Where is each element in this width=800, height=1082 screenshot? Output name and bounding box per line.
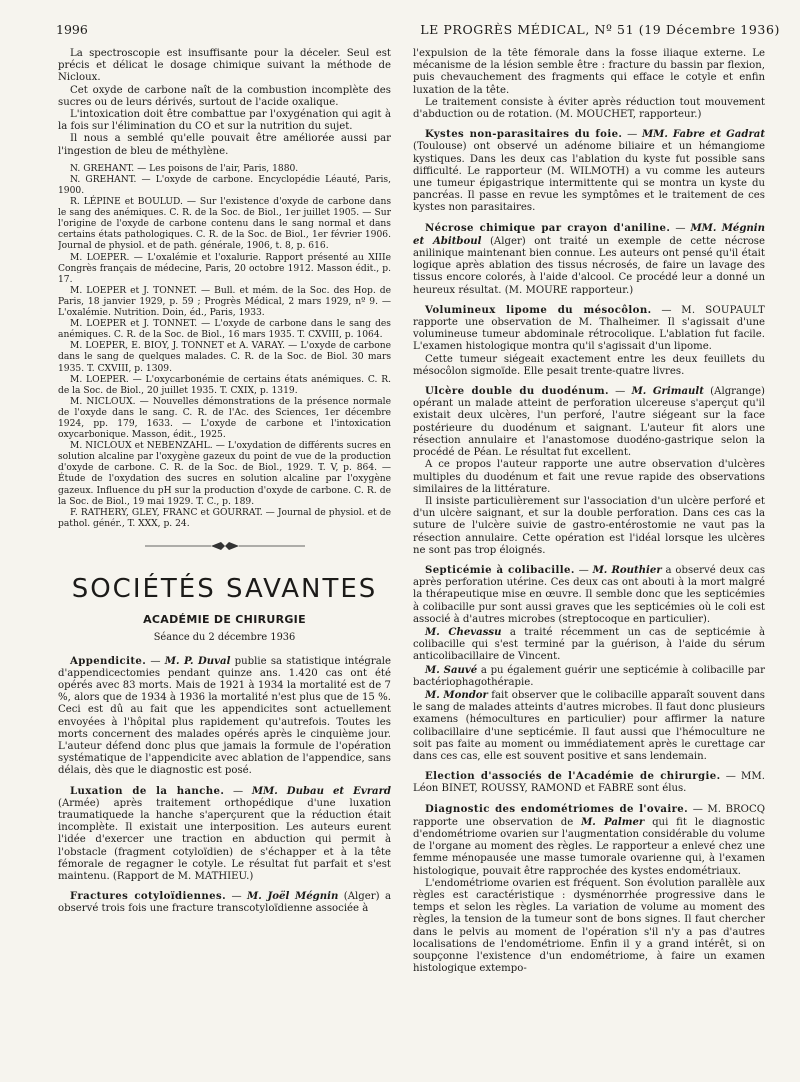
journal-title: LE PROGRÈS MÉDICAL, Nº 51 (19 Décembre 1936) [420, 22, 780, 37]
session-date: Séance du 2 décembre 1936 [153, 632, 296, 644]
article-paragraph: a pu également guérir une septicémie à colibacille par bactériophagothérapie. [413, 664, 765, 688]
article-body: (Toulouse) ont observé un adénome biliaire et un hémangiome kystiques. Dans les deux cas l'ablation du kyste fut possible sans difficulté. Le rapporteur (M. WILMOTH) a vu comme les auteurs une tumeur épigastrique intermittente qui se montra un kyste du pancréas. Il passe en revue les symptômes et le traitement de ces kystes non parasitaires. [413, 141, 765, 214]
article-body: — MM. Léon BINET, ROUSSY, RAMOND et FABRE sont élus. [413, 771, 765, 795]
continued-paragraph: l'expulsion de la tête fémorale dans la fosse iliaque externe. Le mécanisme de la lésion semble être : fracture du bassin par flexion, puis chevauchement des fragments qui efface le cotyle et enfin luxation de la tête. [413, 48, 765, 96]
article-lipome: Volumineux lipome du mésocôlon. — M. SOUPAULT rapporte une observation de M. Thalheimer. Il s'agissait d'une volumineuse tumeur abdominale rétrocolique. L'ablation fut facile. L'examen histologique montra qu'il s'agissait d'un lipome. Cette tumeur siégeait exactement entre les deux feuillets du mésocôlon sigmoïde. Elle pesait trente-quatre livres. [413, 303, 765, 377]
article-author: M. Mondor [425, 688, 488, 701]
article-endometriomes [413, 803, 765, 976]
article-body: a observé deux cas après perforation utérine. Ces deux cas ont abouti à la mort malgré la thérapeutique mise en œuvre. Il semble donc que les septicémies à colibacille pur sont aussi graves que les septicémies où le coli est associé à d'autres microbes (streptocoque en particulier). [413, 564, 765, 625]
article-author: M. SOUPAULT [681, 304, 765, 316]
ornament-icon [145, 540, 305, 552]
article-author: MM. Fabre et Gadrat [641, 128, 765, 141]
article-luxation: Luxation de la hanche. — MM. Dubau et Evrard (Armée) après traitement orthopédique d'une luxation traumatiquede la hanche s'aperçurent que la réduction était incomplète. Il existait une interposition. Les auteurs eurent l'idée d'exercer une traction en abduction qui permit à l'obstacle (fragment cotyloïdien) de s'échapper et à la tête fémorale de regagner le cotyle. Le résultat fut parfait et s'est maintenu. (Rapport de M. MATHIEU.) [58, 784, 391, 882]
article-paragraph: Cette tumeur siégeait exactement entre les deux feuillets du mésocôlon sigmoïde. Elle pesait trente-quatre livres. [413, 353, 765, 377]
left-column [58, 48, 391, 1078]
reference-item: F. RATHERY, GLEY, FRANC et GOURRAT. — Journal de physiol. et de pathol. génér., T. XXX, p. 24. [58, 507, 391, 529]
intro-paragraph: L'intoxication doit être combattue par l'oxygénation qui agit à la fois sur l'élimination du CO et sur la nutrition du sujet. [58, 109, 391, 133]
section-title: SOCIÉTÉS SAVANTES [71, 574, 378, 605]
article-election [413, 770, 765, 795]
reference-item: M. LOEPER, E. BIOY, J. TONNET et A. VARAY. — L'oxyde de carbone dans le sang de quelques malades. C. R. de la Soc. de Biol. 30 mars 1935. T. CXVIII, p. 1309. [58, 341, 391, 374]
intro-paragraph: La spectroscopie est insuffisante pour la déceler. Seul est précis et délicat le dosage chimique suivant la méthode de Nicloux. [58, 48, 391, 84]
article-body: rapporte une observation de M. Thalheimer. Il s'agissait d'une volumineuse tumeur abdominale rétrocolique. L'ablation fut facile. L'examen histologique montra qu'il s'agissait d'un lipome. [413, 317, 765, 353]
continued-paragraph: Le traitement consiste à éviter après réduction tout mouvement d'abduction ou de rotation. (M. MOUCHET, rapporteur.) [413, 96, 765, 121]
article-body: (Alger) a observé trois fois une fracture transcotyloïdienne associée à [58, 891, 391, 915]
article-appendicite: Appendicite. — M. P. Duval publie sa statistique intégrale d'appendicectomies pendant quinze ans. 1.420 cas ont été opérés avec 83 morts. Mais de 1921 à 1934 la mortalité est de 7 %, alors que de 1934 à 1936 la mortalité n'est plus que de 15 %. Ceci est dû au fait que les appendicites sont actuellement envoyées à l'hôpital plus rapidement qu'autrefois. Toutes les morts concernent des malades opérés après le cinquième jour. L'auteur défend donc plus que jamais la formule de l'opération systématique de l'appendicite avec ablation de l'appendice, sans délais, dès que le diagnostic est posé. [58, 654, 391, 777]
reference-item: N. GREHANT. — L'oxyde de carbone. Encyclopédie Léauté, Paris, 1900. [58, 174, 391, 197]
article-author: M. P. Duval [164, 654, 231, 667]
article-paragraph: Il insiste particulièrement sur l'association d'un ulcère perforé et d'un ulcère saignant, et sur la double perforation. Dans ces cas la suture de l'ulcère suivie de gastro-entérostomie ne vaut pas la résection annulaire. Cette opération est l'idéal lorsque les ulcères ne sont pas trop éloignés. [413, 495, 765, 556]
reference-item: M. NICLOUX et NEBENZAHL. — L'oxydation de différents sucres en solution alcaline par l'oxygène gazeux du point de vue de la production d'oxyde de carbone. C. R. de la Soc. de Biol., 1929. T. V, p. 864. — Étude de l'oxydation des sucres en solution alcaline par l'oxygène gazeux. Influence du pH sur la production d'oxyde de carbone. C. R. de la Soc. de Biol., 19 mai 1929. T. C., p. 189. [58, 441, 391, 507]
article-necrose: Nécrose chimique par crayon d'aniline. — MM. Mégnin et Abitboul (Alger) ont traité un exemple de cette nécrose anilinique maintenant bien connue. Les auteurs ont pensé qu'il était logique après ablation des tissus nécrosés, de faire un lavage des tissus encore colorés, à l'aide d'alcool. Ce procédé leur a donné un heureux résultat. (M. MOURE rapporteur.) [413, 221, 765, 296]
article-paragraph: fait observer que le colibacille apparaît souvent dans le sang de malades atteints d'autres microbes. Il faut donc plusieurs examens (hémocultures en particulier) pour affirmer la nature colibacillaire d'une septicémie. Il faut aussi que l'hémoculture ne soit pas faite au moment ou immédiatement après le curettage car dans ces cas, elle est souvent positive et sans lendemain. [413, 689, 765, 762]
reference-item: M. LOEPER et J. TONNET. — Bull. et mém. de la Soc. des Hop. de Paris, 18 janvier 1929, p. 59 ; Progrès Médical, 2 mars 1929, nº 9. — L'oxalémie. Nutrition. Doin, éd., Paris, 1933. [58, 285, 391, 319]
article-title: Kystes non-parasitaires du foie. [425, 128, 623, 141]
article-title: Septicémie à colibacille. [425, 563, 575, 576]
reference-item: M. LOEPER et J. TONNET. — L'oxyde de carbone dans le sang des anémiques. C. R. de la Soc. de Biol., 16 mars 1935. T. CXVIII, p. 1064. [58, 319, 391, 341]
reference-item: M. LOEPER. — L'oxalémie et l'oxalurie. Rapport présenté au XIIIe Congrès français de médecine, Paris, 20 octobre 1912. Masson édit., p. 17. [58, 252, 391, 285]
article-title: Ulcère double du duodénum. [425, 385, 609, 398]
right-column [413, 48, 765, 1078]
reference-item: N. GREHANT. — Les poisons de l'air, Paris, 1880. [70, 163, 299, 174]
article-author: M. Joël Mégnin [247, 890, 339, 903]
references-list [58, 164, 391, 530]
article-author: M. Grimault [631, 385, 704, 398]
article-title: Luxation de la hanche. [70, 784, 225, 797]
article-body: (Armée) après traitement orthopédique d'une luxation traumatiquede la hanche s'aperçurent que la réduction était incomplète. Il existait une interposition. Les auteurs eurent l'idée d'exercer une traction en abduction qui permit à l'obstacle (fragment cotyloïdien) de s'échapper et à la tête fémorale de regagner le cotyle. Le résultat fut parfait et s'est maintenu. (Rapport de M. MATHIEU.) [58, 797, 391, 882]
article-paragraph: a traité récemment un cas de septicémie à colibacille qui s'est terminé par la guérison, à l'aide du sérum anticolibacillaire de Vincent. [413, 626, 765, 663]
article-title: Election d'associés de l'Académie de chirurgie. [425, 770, 721, 783]
intro-paragraph: Il nous a semblé qu'elle pouvait être améliorée aussi par l'ingestion de bleu de méthylène. [58, 133, 391, 157]
article-author: M. Palmer [581, 815, 645, 828]
article-author: M. Chevassu [425, 625, 502, 638]
article-author: M. Routhier [592, 563, 662, 576]
article-body: publie sa statistique intégrale d'appendicectomies pendant quinze ans. 1.420 cas ont été opérés avec 83 morts. Mais de 1921 à 1934 la mortalité est de 7 %, alors que de 1934 à 1936 la mortalité n'est plus que de 15 %. Ceci est dû au fait que les appendicites sont actuellement envoyées à l'hôpital plus rapidement qu'autrefois. Toutes les morts concernent des malades opérés après le cinquième jour. L'auteur défend donc plus que jamais la formule de l'opération systématique de l'appendicite avec ablation de l'appendice, sans délais, dès que le diagnostic est posé. [58, 655, 391, 777]
reference-item: M. NICLOUX. — Nouvelles démonstrations de la présence normale de l'oxyde dans le sang. C. R. de l'Ac. des Sciences, 1er décembre 1924, pp. 179, 1633. — L'oxyde de carbone et l'intoxication oxycarbonique. Masson, édit., 1925. [58, 396, 391, 441]
article-septicemie: Septicémie à colibacille. — M. Routhier a observé deux cas après perforation utérine. Ces deux cas ont abouti à la mort malgré la thérapeutique mise en œuvre. Il semble donc que les septicémies à colibacille pur sont aussi graves que les septicémies où le coli est associé à d'autres microbes (streptocoque en particulier). M. Chevassu a traité récemment un cas de septicémie à colibacille qui s'est terminé par la guérison, à l'aide du sérum anticolibacillaire de Vincent. M. Sauvé a pu également guérir une septicémie à colibacille par bactériophagothérapie. M. Mondor fait observer que le colibacille apparaît souvent dans le sang de malades atteints d'autres microbes. Il faut donc plusieurs examens (hémocultures en particulier) pour affirmer la nature colibacillaire d'une septicémie. Il faut aussi que l'hémoculture ne soit pas faite au moment ou immédiatement après le curettage car dans ces cas, elle est souvent positive et sans lendemain. [413, 563, 765, 762]
ornament-divider [58, 540, 391, 556]
academy-heading: ACADÉMIE DE CHIRURGIE [143, 613, 306, 627]
article-author: MM. Dubau et Evrard [251, 784, 391, 797]
article-title: Nécrose chimique par crayon d'aniline. [425, 221, 671, 234]
intro-paragraph: Cet oxyde de carbone naît de la combustion incomplète des sucres ou de leurs dérivés, surtout de l'acide oxalique. [58, 84, 391, 108]
article-body: — M. BROCQ rapporte une observation de [413, 803, 765, 828]
article-author: MM. Mégnin et Abitboul [413, 221, 765, 247]
article-title: Diagnostic des endométriomes de l'ovaire. [425, 802, 689, 815]
reference-item: R. LÉPINE et BOULUD. — Sur l'existence d'oxyde de carbone dans le sang des anémiques. C. R. de la Soc. de Biol., 1er juillet 1905. — Sur l'origine de l'oxyde de carbone contenu dans le sang normal et dans certains états pathologiques. C. R. de la Soc. de Biol., 1er février 1906. Journal de physiol. et de path. générale, 1906, t. 8, p. 616. [58, 197, 391, 252]
article-paragraph: A ce propos l'auteur rapporte une autre observation d'ulcères multiples du duodénum et fait une revue rapide des observations similaires de la littérature. [413, 459, 765, 495]
article-ulcere: Ulcère double du duodénum. — M. Grimault (Algrange) opérant un malade atteint de perforation ulcereuse s'aperçut qu'il existait deux ulcères, l'un perforé, l'autre siégeant sur la face postérieure du duodénum et saignant. L'auteur fit alors une résection annulaire et l'anastomose duodéno-gastrique selon la procédé de Péan. Le résultat fut excellent. A ce propos l'auteur rapporte une autre observation d'ulcères multiples du duodénum et fait une revue rapide des observations similaires de la littérature. Il insiste particulièrement sur l'association d'un ulcère perforé et d'un ulcère saignant, et sur la double perforation. Dans ces cas la suture de l'ulcère suivie de gastro-entérostomie ne vaut pas la résection annulaire. Cette opération est l'idéal lorsque les ulcères ne sont pas trop éloignés. [413, 385, 765, 556]
article-title: Volumineux lipome du mésocôlon. [425, 303, 652, 316]
article-title: Appendicite. [70, 654, 147, 667]
article-body: qui fit le diagnostic d'endométriome ovarien sur l'augmentation considérable du volume de l'organe au moment des règles. Le rapporteur a enlevé chez une femme ménopausée une masse tumorale ovarienne qui, à l'examen histologique, pouvait être rapprochée des kystes endométriaux. [413, 816, 765, 877]
article-body: (Algrange) opérant un malade atteint de perforation ulcereuse s'aperçut qu'il existait deux ulcères, l'un perforé, l'autre siégeant sur la face postérieure du duodénum et saignant. L'auteur fit alors une résection annulaire et l'anastomose duodéno-gastrique selon la procédé de Péan. Le résultat fut excellent. [413, 386, 765, 459]
article-paragraph: L'endométriome ovarien est fréquent. Son évolution parallèle aux règles est caractéristique : dysménorrhée progressive dans le temps et selon les règles. La variation de volume au moment des règles, la tension de la tumeur sont de bons signes. Il faut chercher dans le pelvis au moment de l'opération s'il n'y a pas d'autres localisations de l'endométriome. Enfin il y a grand intérêt, si on soupçonne l'existence d'un endométriome, à faire un examen histologique extempo- [413, 877, 765, 975]
article-fractures: Fractures cotyloïdiennes. — M. Joël Mégnin (Alger) a observé trois fois une fracture transcotyloïdienne associée à [58, 890, 391, 915]
running-header [56, 22, 780, 38]
reference-item: M. LOEPER. — L'oxycarbonémie de certains états anémiques. C. R. de la Soc. de Biol., 20 juillet 1935. T. CXIX, p. 1319. [58, 374, 391, 396]
article-author: M. Sauvé [425, 663, 478, 676]
article-kystes: Kystes non-parasitaires du foie. — MM. Fabre et Gadrat (Toulouse) ont observé un adénome biliaire et un hémangiome kystiques. Dans les deux cas l'ablation du kyste fut possible sans difficulté. Le rapporteur (M. WILMOTH) a vu comme les auteurs une tumeur épigastrique intermittente qui se montra un kyste du pancréas. Il passe en revue les symptômes et le traitement de ces kystes non parasitaires. [413, 128, 765, 214]
article-title: Fractures cotyloïdiennes. [70, 890, 227, 903]
page-number: 1996 [56, 22, 88, 37]
article-body: (Alger) ont traité un exemple de cette nécrose anilinique maintenant bien connue. Les auteurs ont pensé qu'il était logique après ablation des tissus nécrosés, de faire un lavage des tissus encore colorés, à l'aide d'alcool. Ce procédé leur a donné un heureux résultat. (M. MOURE rapporteur.) [413, 235, 765, 296]
